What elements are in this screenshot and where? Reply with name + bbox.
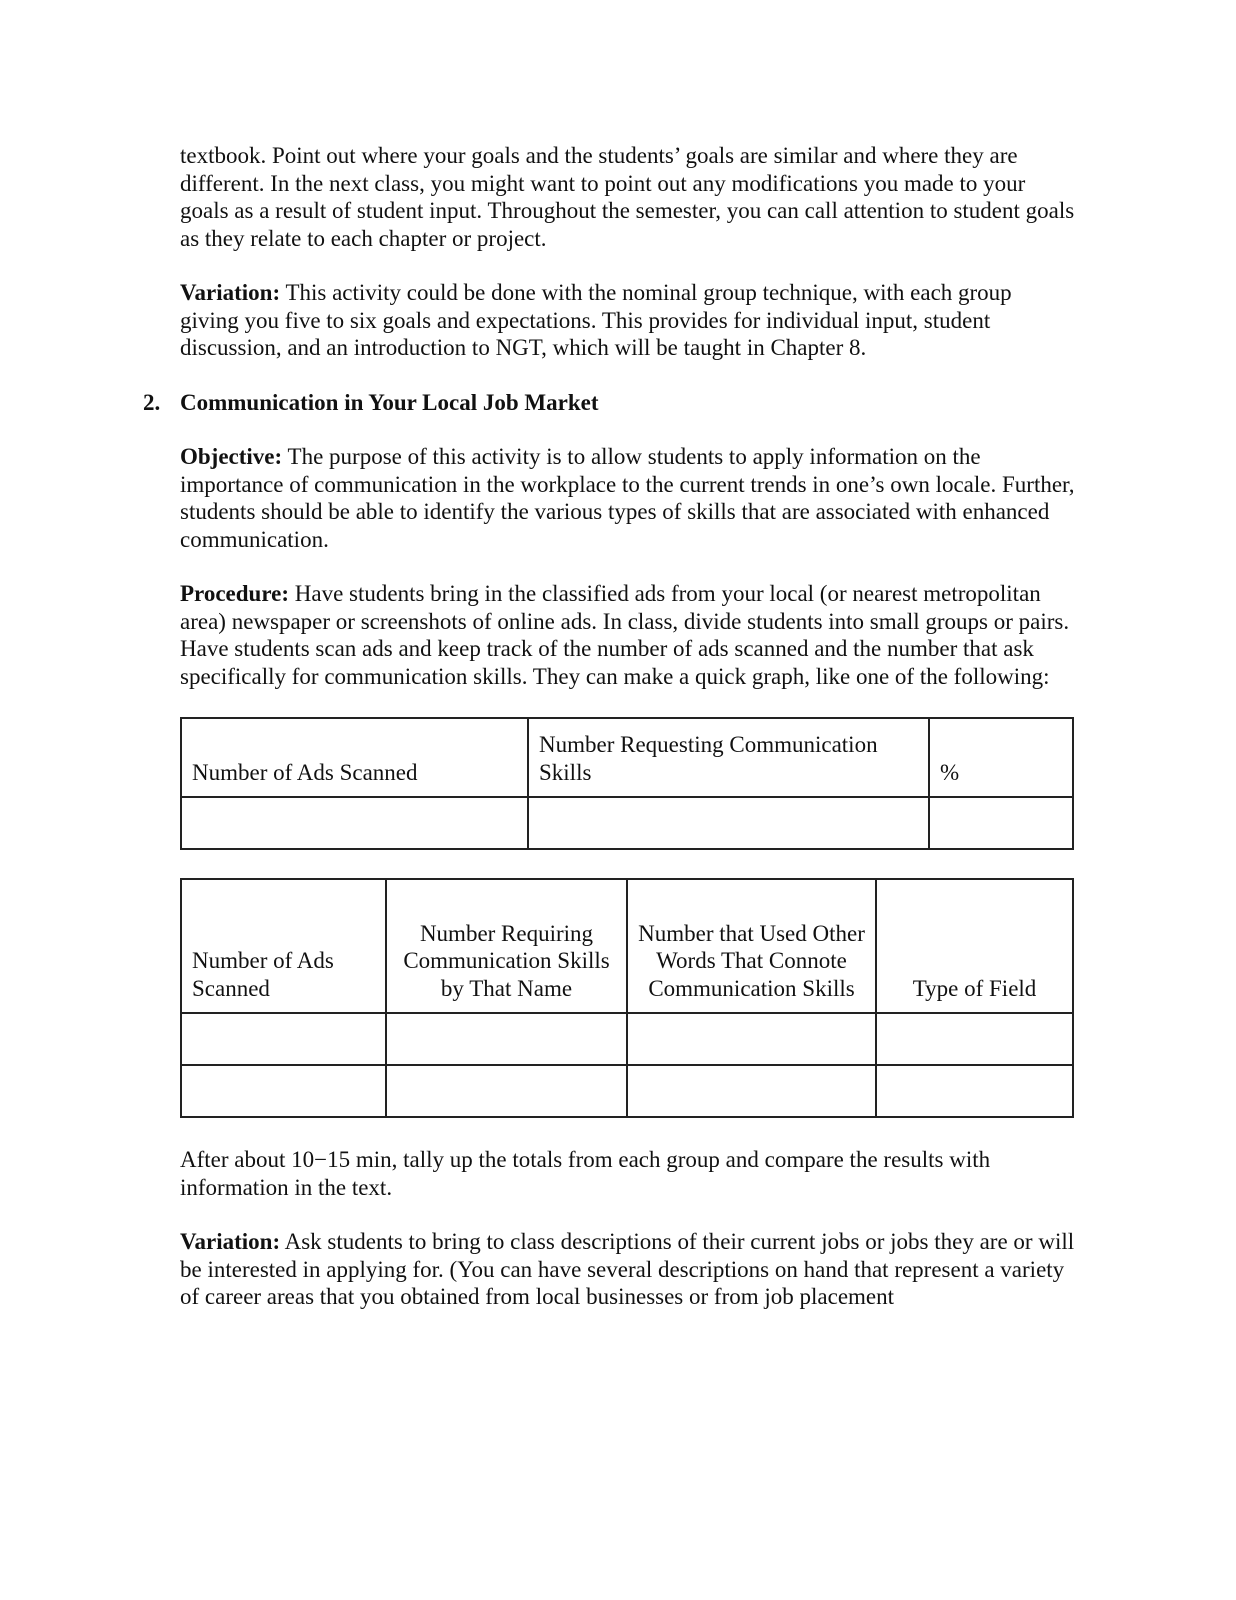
table-cell[interactable] <box>386 1013 627 1065</box>
table-cell[interactable] <box>181 1013 386 1065</box>
table-header-cell: % <box>929 718 1073 797</box>
table-header-cell: Number Requesting Communication Skills <box>528 718 929 797</box>
variation-text: This activity could be done with the nominal group technique, with each group giving you five to six goals and expectations. This provides for individual input, student discussion, and an introduction to NGT, which will be taught in Chapter 8. <box>180 280 1012 360</box>
objective-text: The purpose of this activity is to allow students to apply information on the importance of communication in the workplace to the current trends in one’s own locale. Further, students should be able to identify the various types of skills that are associated with enhanced communication. <box>180 444 1075 552</box>
table-header-cell: Number of Ads Scanned <box>181 879 386 1013</box>
table-header-cell: Number of Ads Scanned <box>181 718 528 797</box>
objective-label: Objective: <box>180 444 283 469</box>
table-cell[interactable] <box>181 1065 386 1117</box>
table-cell[interactable] <box>181 797 528 849</box>
table-cell[interactable] <box>528 797 929 849</box>
page-content <box>143 142 1075 1338</box>
variation-paragraph-2 <box>180 1228 1075 1311</box>
table-cell[interactable] <box>627 1065 876 1117</box>
table-header-row <box>181 718 1073 797</box>
table-row <box>181 1065 1073 1117</box>
table-cell[interactable] <box>876 1013 1073 1065</box>
table-row <box>181 797 1073 849</box>
section-title: Communication in Your Local Job Market <box>180 389 599 415</box>
variation-paragraph <box>180 279 1075 362</box>
procedure-text: Have students bring in the classified ads from your local (or nearest metropolitan area) newspaper or screenshots of online ads. In class, divide students into small groups or pairs. Have students scan ads and keep track of the number of ads scanned and the number that ask specifically for communication skills. They can make a quick graph, like one of the following: <box>180 581 1070 689</box>
ads-detail-table <box>180 878 1074 1118</box>
table-cell[interactable] <box>929 797 1073 849</box>
table-header-cell: Number that Used Other Words That Connote Communication Skills <box>627 879 876 1013</box>
variation-text: Ask students to bring to class descriptions of their current jobs or jobs they are or will be interested in applying for. (You can have several descriptions on hand that represent a variety of career areas that you obtained from local businesses or from job placement <box>180 1229 1075 1309</box>
after-paragraph: After about 10−15 min, tally up the totals from each group and compare the results with information in the text. <box>180 1147 991 1200</box>
objective-paragraph <box>180 443 1075 553</box>
table-header-cell: Number Requiring Communication Skills by That Name <box>386 879 627 1013</box>
table-header-row <box>181 879 1073 1013</box>
intro-paragraph: textbook. Point out where your goals and the students’ goals are similar and where they are different. In the next class, you might want to point out any modifications you made to your goals as a result of student input. Throughout the semester, you can call attention to student goals as they relate to each chapter or project. <box>180 143 1075 251</box>
procedure-paragraph <box>180 580 1075 690</box>
table-cell[interactable] <box>627 1013 876 1065</box>
table-cell[interactable] <box>876 1065 1073 1117</box>
variation-label: Variation: <box>180 280 281 305</box>
section-number: 2. <box>143 389 161 415</box>
table-cell[interactable] <box>386 1065 627 1117</box>
section-heading <box>143 389 1075 417</box>
table-header-cell: Type of Field <box>876 879 1073 1013</box>
table-row <box>181 1013 1073 1065</box>
ads-tally-table <box>180 717 1074 850</box>
procedure-label: Procedure: <box>180 581 290 606</box>
variation-label: Variation: <box>180 1229 281 1254</box>
